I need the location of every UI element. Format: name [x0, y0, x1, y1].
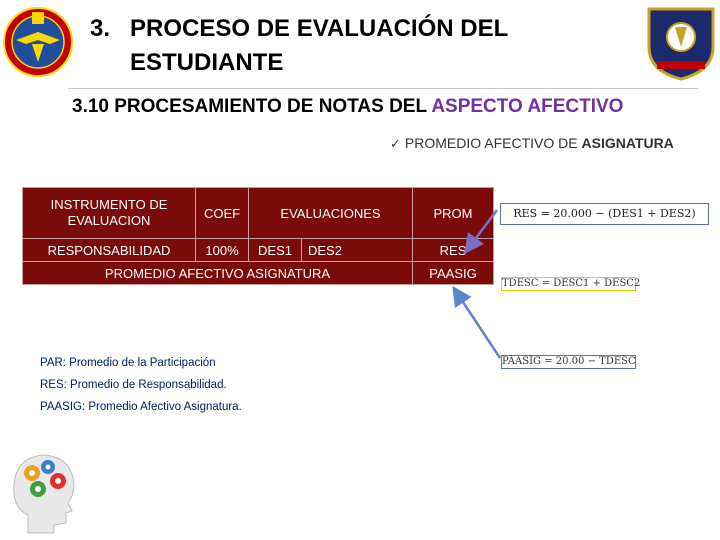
header-coef: COEF [196, 188, 249, 239]
header-prom: PROM [413, 188, 494, 239]
header-instrument: INSTRUMENTO DE EVALUACION [23, 188, 196, 239]
formula-paasig: PAASIG = 20.00 − TDESC [502, 356, 636, 367]
head-gears-icon [8, 445, 80, 535]
legend-item: PAR: Promedio de la Participación [40, 357, 216, 369]
bullet-prefix: PROMEDIO AFECTIVO DE [404, 135, 582, 151]
formula-res: RES = 20.000 − (DES1 + DES2) [500, 203, 709, 225]
title-line-1: PROCESO DE EVALUACIÓN DEL [130, 15, 509, 42]
check-icon: ✓ [390, 136, 401, 151]
bullet-bold: ASIGNATURA [581, 135, 674, 151]
cell-des1: DES1 [249, 239, 302, 262]
formula-tdesc: TDESC = DESC1 + DESC2 [502, 278, 641, 289]
cell-des2: DES2 [302, 239, 413, 262]
title-number: 3. [90, 15, 111, 42]
legend [40, 352, 242, 418]
footer-prom: PAASIG [413, 262, 494, 285]
legend-item: PAASIG: Promedio Afectivo Asignatura. [40, 401, 242, 413]
cell-coef: 100% [196, 239, 249, 262]
arrow-res [467, 210, 497, 250]
header-evaluations: EVALUACIONES [249, 188, 413, 239]
legend-item: RES: Promedio de Responsabilidad. [40, 379, 227, 391]
arrow-paasig [455, 290, 500, 358]
subtitle-prefix: 3.10 PROCESAMIENTO DE NOTAS DEL [72, 96, 432, 117]
footer-label: PROMEDIO AFECTIVO ASIGNATURA [23, 262, 413, 285]
subtitle-accent: ASPECTO AFECTIVO [431, 96, 624, 117]
title-line-2: ESTUDIANTE [130, 49, 284, 76]
cell-instrument: RESPONSABILIDAD [23, 239, 196, 262]
cell-prom: RES [413, 239, 494, 262]
